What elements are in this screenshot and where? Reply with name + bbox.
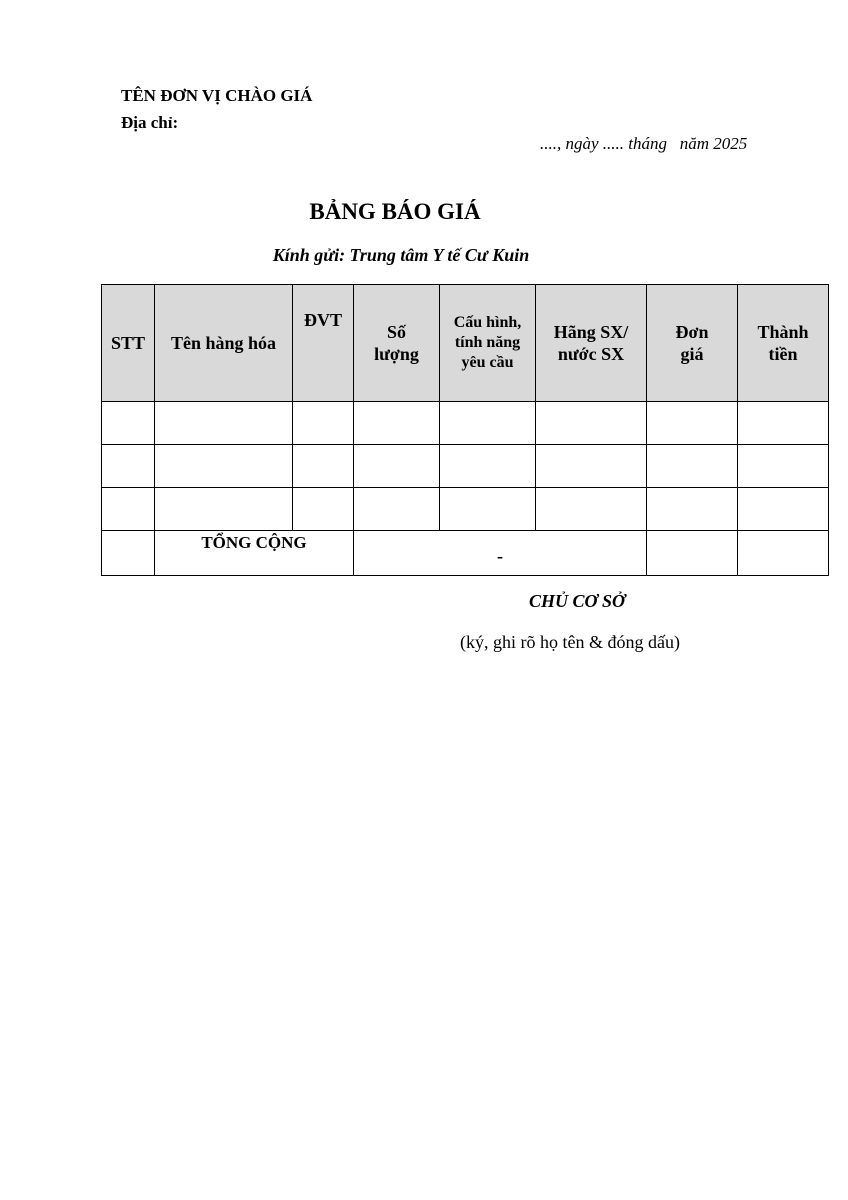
table-cell[interactable] — [155, 445, 293, 488]
table-cell[interactable] — [354, 488, 440, 531]
table-cell[interactable] — [440, 402, 536, 445]
table-cell[interactable] — [354, 402, 440, 445]
header-quantity: Số lượng — [354, 285, 440, 402]
table-cell[interactable] — [354, 445, 440, 488]
header-unit-price: Đơn giá — [647, 285, 738, 402]
date-line: ...., ngày ..... tháng năm 2025 — [540, 134, 748, 153]
table-cell[interactable] — [738, 488, 829, 531]
total-value: - — [354, 531, 647, 576]
header-config: Cấu hình, tính năng yêu cầu — [440, 285, 536, 402]
table-cell[interactable] — [155, 488, 293, 531]
table-cell[interactable] — [647, 531, 738, 576]
table-cell[interactable] — [293, 488, 354, 531]
header-stt: STT — [102, 285, 155, 402]
table-cell[interactable] — [440, 488, 536, 531]
document-title: BẢNG BÁO GIÁ — [309, 199, 481, 224]
table-header-row — [102, 285, 829, 402]
table-cell[interactable] — [647, 445, 738, 488]
table-cell[interactable] — [536, 445, 647, 488]
quote-table — [101, 284, 829, 576]
table-cell[interactable] — [102, 531, 155, 576]
table-cell[interactable] — [102, 488, 155, 531]
table-cell[interactable] — [647, 402, 738, 445]
table-cell[interactable] — [102, 445, 155, 488]
header-amount: Thành tiền — [738, 285, 829, 402]
table-cell[interactable] — [293, 445, 354, 488]
signature-title: CHỦ CƠ SỞ — [529, 591, 626, 611]
table-row — [102, 402, 829, 445]
table-cell[interactable] — [293, 402, 354, 445]
table-cell[interactable] — [536, 488, 647, 531]
table-cell[interactable] — [440, 445, 536, 488]
signature-note: (ký, ghi rõ họ tên & đóng dấu) — [460, 632, 680, 652]
table-row — [102, 488, 829, 531]
header-manufacturer: Hãng SX/ nước SX — [536, 285, 647, 402]
table-cell[interactable] — [738, 402, 829, 445]
header-unit: ĐVT — [293, 285, 354, 402]
table-row — [102, 445, 829, 488]
table-cell[interactable] — [102, 402, 155, 445]
table-cell[interactable] — [738, 531, 829, 576]
recipient-line: Kính gửi: Trung tâm Y tế Cư Kuin — [272, 245, 530, 265]
total-row — [102, 531, 829, 576]
table-cell[interactable] — [647, 488, 738, 531]
table-cell[interactable] — [536, 402, 647, 445]
table-cell[interactable] — [738, 445, 829, 488]
org-name: TÊN ĐƠN VỊ CHÀO GIÁ — [121, 86, 313, 105]
header-item-name: Tên hàng hóa — [155, 285, 293, 402]
address-label: Địa chỉ: — [121, 113, 179, 132]
table-cell[interactable] — [155, 402, 293, 445]
total-label: TỔNG CỘNG — [155, 531, 354, 576]
